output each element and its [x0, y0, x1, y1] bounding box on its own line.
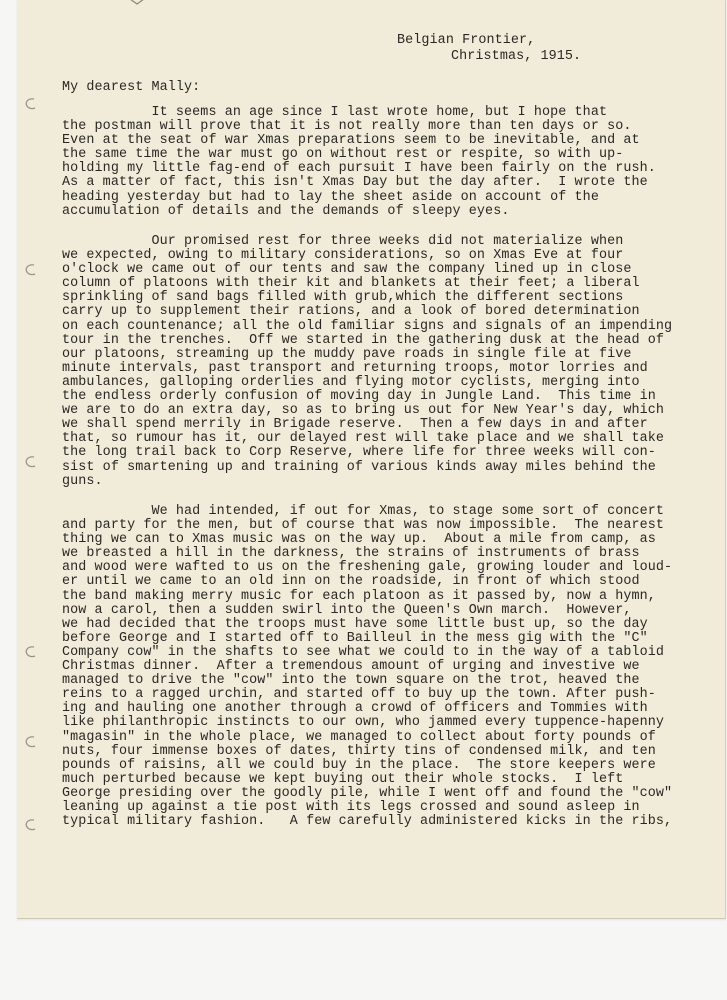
typed-line: the long trail back to Corp Reserve, where life for three weeks will con- — [62, 445, 656, 461]
typed-line: As a matter of fact, this isn't Xmas Day but the day after. I wrote the — [62, 175, 648, 191]
letter-salutation: My dearest Mally: — [62, 80, 201, 95]
typed-line: our platoons, streaming up the muddy pave roads in single file at five — [62, 346, 632, 362]
paper-corner-mark-icon — [129, 0, 145, 6]
typed-line: Company cow" in the shafts to see what we could to in the way of a tabloid — [62, 644, 665, 660]
typed-line: we shall spend merrily in Brigade reserve. Then a few days in and after — [62, 417, 648, 433]
heading-date: Christmas, 1915. — [451, 49, 582, 64]
paragraph-3 — [62, 505, 672, 829]
typed-line: George presiding over the goodly pile, while I went off and found the "cow" — [62, 785, 673, 801]
typed-line: heading yesterday but had to lay the sheet aside on account of the — [62, 189, 599, 205]
typed-line: carry up to supplement their rations, and a look of bored determination — [62, 304, 640, 320]
typed-line: Our promised rest for three weeks did not materialize when — [62, 234, 624, 249]
typed-line: the band making merry music for each platoon as it passed by, now a hymn, — [62, 588, 656, 604]
binder-punch-hole-icon — [24, 455, 36, 469]
letter-page — [17, 0, 726, 919]
typed-line: holding my little fag-end of each pursuit I have been fairly on the rush. — [62, 161, 656, 177]
typed-line: and party for the men, but of course that was now impossible. The nearest — [62, 518, 665, 534]
typed-line: ing and hauling one another through a crowd of officers and Tommies with — [62, 701, 648, 717]
typed-line: minute intervals, past transport and returning troops, motor lorries and — [62, 360, 648, 376]
typed-line: guns. — [62, 473, 103, 489]
typed-line: It seems an age since I last wrote home, but I hope that — [62, 105, 608, 120]
typed-line: typical military fashion. A few carefully administered kicks in the ribs, — [62, 814, 673, 830]
typed-line: column of platoons with their kit and blankets at their feet; a liberal — [62, 276, 640, 292]
typed-line: er until we came to an old inn on the roadside, in front of which stood — [62, 574, 640, 590]
typed-line: sprinkling of sand bags filled with grub,which the different sections — [62, 290, 624, 306]
typed-line: accumulation of details and the demands of sleepy eyes. — [62, 203, 510, 219]
typed-line: we had decided that the troops must have some little bust up, so the day — [62, 616, 648, 632]
typed-line: We had intended, if out for Xmas, to stage some sort of concert — [62, 504, 665, 519]
letter-heading — [397, 33, 581, 65]
typed-line: the postman will prove that it is not really more than ten days or so. — [62, 119, 632, 135]
typed-line: thing we can to Xmas music was on the way up. About a mile from camp, as — [62, 532, 656, 548]
binder-punch-hole-icon — [24, 263, 36, 277]
typed-line: like philanthropic instincts to our own, who jammed every tuppence-hapenny — [62, 715, 665, 731]
binder-punch-hole-icon — [24, 818, 36, 832]
typed-line: o'clock we came out of our tents and saw the company lined up in close — [62, 262, 632, 278]
typed-line: on each countenance; all the old familiar signs and signals of an impending — [62, 318, 673, 334]
typed-line: we breasted a hill in the darkness, the strains of instruments of brass — [62, 546, 640, 562]
typed-line: that, so rumour has it, our delayed rest will take place and we shall take — [62, 431, 665, 447]
typed-line: sist of smartening up and training of various kinds away miles behind the — [62, 459, 656, 475]
binder-punch-hole-icon — [24, 97, 36, 111]
typed-line: leaning up against a tie post with its legs crossed and sound asleep in — [62, 799, 640, 815]
binder-punch-hole-icon — [24, 735, 36, 749]
typed-line: Even at the seat of war Xmas preparations seem to be inevitable, and at — [62, 133, 640, 149]
typed-line: the same time the war must go on without rest or respite, so with up- — [62, 147, 624, 163]
typed-line: Christmas dinner. After a tremendous amount of urging and investive we — [62, 659, 640, 675]
typed-line: managed to drive the "cow" into the town square on the trot, heaved the — [62, 673, 640, 689]
typed-line: pounds of raisins, all we could buy in the place. The store keepers were — [62, 757, 656, 773]
typed-line: reins to a ragged urchin, and started off to buy up the town. After push- — [62, 687, 656, 703]
heading-place: Belgian Frontier, — [397, 33, 536, 48]
binder-punch-hole-icon — [24, 645, 36, 659]
paragraph-1 — [62, 106, 656, 219]
typed-line: nuts, four immense boxes of dates, thirty tins of condensed milk, and ten — [62, 743, 656, 759]
typed-line: "magasin" in the whole place, we managed to collect about forty pounds of — [62, 729, 656, 745]
typed-line: we are to do an extra day, so as to bring us out for New Year's day, which — [62, 403, 665, 419]
typed-line: now a carol, then a sudden swirl into the Queen's Own march. However, — [62, 602, 632, 618]
typed-line: tour in the trenches. Off we started in the gathering dusk at the head of — [62, 332, 665, 348]
typed-line: we expected, owing to military considerations, so on Xmas Eve at four — [62, 248, 624, 264]
typed-line: the endless orderly confusion of moving day in Jungle Land. This time in — [62, 389, 656, 405]
typed-line: much perturbed because we kept buying out their whole stocks. I left — [62, 771, 624, 787]
paragraph-2 — [62, 235, 672, 489]
typed-line: before George and I started off to Bailleul in the mess gig with the "C" — [62, 630, 648, 646]
typed-line: ambulances, galloping orderlies and flying motor cyclists, merging into — [62, 374, 640, 390]
typed-line: and wood were wafted to us on the freshening gale, growing louder and loud- — [62, 560, 673, 576]
